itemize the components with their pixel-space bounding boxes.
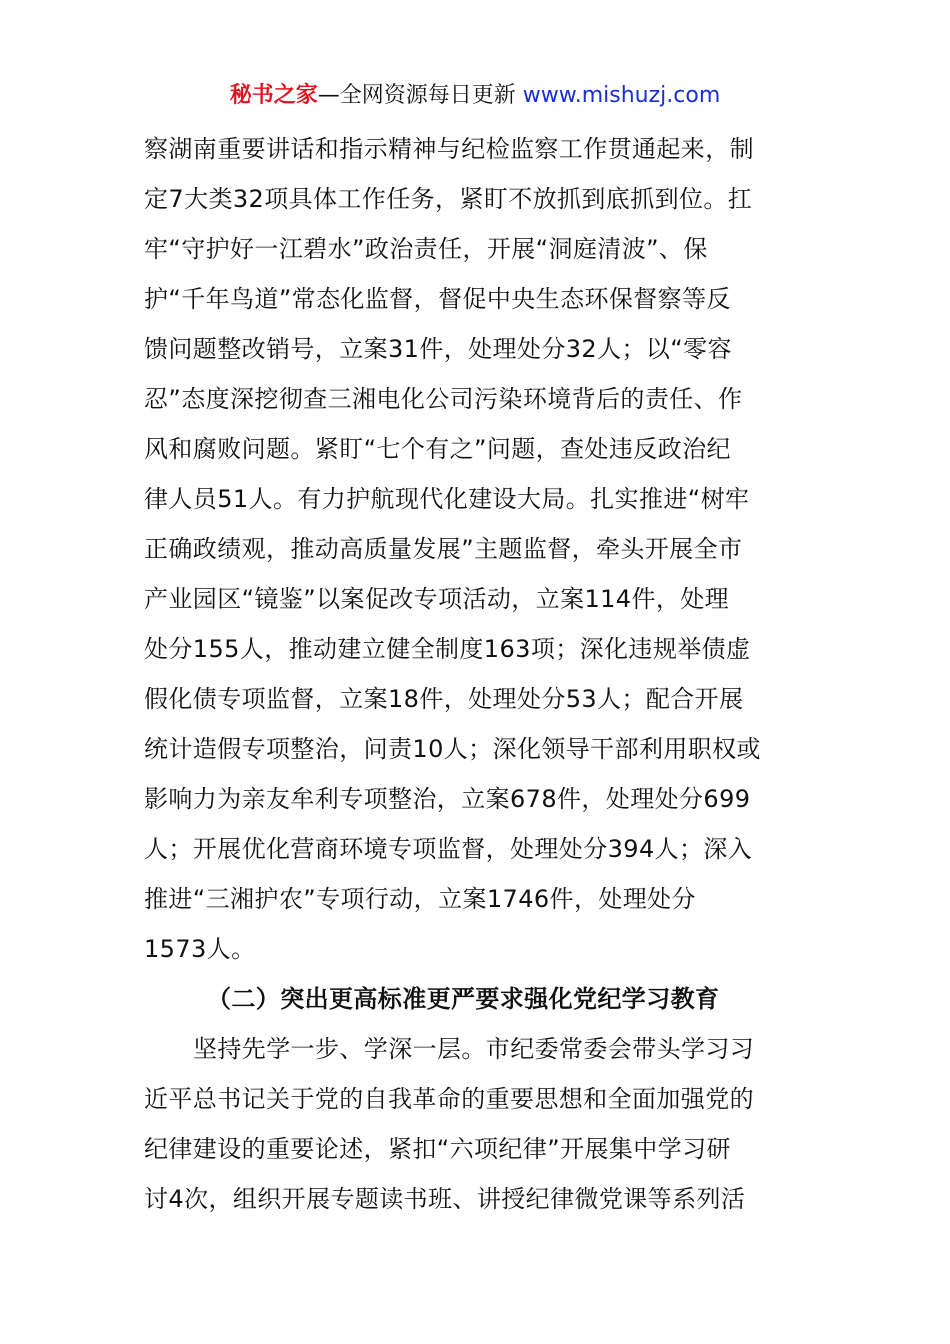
text-line: 推进“三湘护农”专项行动，立案1746件，处理处分: [144, 885, 696, 913]
text-line: 馈问题整改销号，立案31件，处理处分32人；以“零容: [144, 335, 732, 363]
text-line: 统计造假专项整治，问责10人；深化领导干部利用职权或: [144, 735, 761, 763]
text-line: 讨4次，组织开展专题读书班、讲授纪律微党课等系列活: [144, 1185, 746, 1213]
text-line: 牢“守护好一江碧水”政治责任，开展“洞庭清波”、保: [144, 235, 708, 263]
site-url-link[interactable]: www.mishuzj.com: [522, 83, 721, 108]
paragraph-first-line: 坚持先学一步、学深一层。市纪委常委会带头学习习: [193, 1035, 755, 1063]
text-line: 风和腐败问题。紧盯“七个有之”问题，查处违反政治纪: [144, 435, 731, 463]
site-brand: 秘书之家: [229, 83, 318, 108]
text-line: 律人员51人。有力护航现代化建设大局。扎实推进“树牢: [144, 485, 750, 513]
text-line: 忍”态度深挖彻查三湘电化公司污染环境背后的责任、作: [144, 385, 743, 413]
site-tagline: —全网资源每日更新: [317, 83, 523, 108]
text-line: 影响力为亲友牟利专项整治，立案678件，处理处分699: [144, 785, 751, 813]
text-line: 定7大类32项具体工作任务，紧盯不放抓到底抓到位。扛: [144, 185, 753, 213]
section-heading: （二）突出更高标准更严要求强化党纪学习教育: [207, 985, 720, 1013]
site-header: [0, 80, 950, 112]
text-line: 产业园区“镜鉴”以案促改专项活动，立案114件，处理: [144, 585, 730, 613]
text-line: 假化债专项监督，立案18件，处理处分53人；配合开展: [144, 685, 744, 713]
text-line: 护“千年鸟道”常态化监督，督促中央生态环保督察等反: [144, 285, 731, 313]
text-line: 近平总书记关于党的自我革命的重要思想和全面加强党的: [144, 1085, 754, 1113]
text-line: 纪律建设的重要论述，紧扣“六项纪律”开展集中学习研: [144, 1135, 731, 1163]
text-line: 正确政绩观，推动高质量发展”主题监督，牵头开展全市: [144, 535, 743, 563]
text-line: 察湖南重要讲话和指示精神与纪检监察工作贯通起来，制: [144, 135, 754, 163]
text-line: 1573人。: [144, 935, 256, 963]
document-body: [144, 124, 814, 1224]
text-line: 人；开展优化营商环境专项监督，处理处分394人；深入: [144, 835, 753, 863]
text-line: 处分155人，推动建立健全制度163项；深化违规举债虚: [144, 635, 751, 663]
